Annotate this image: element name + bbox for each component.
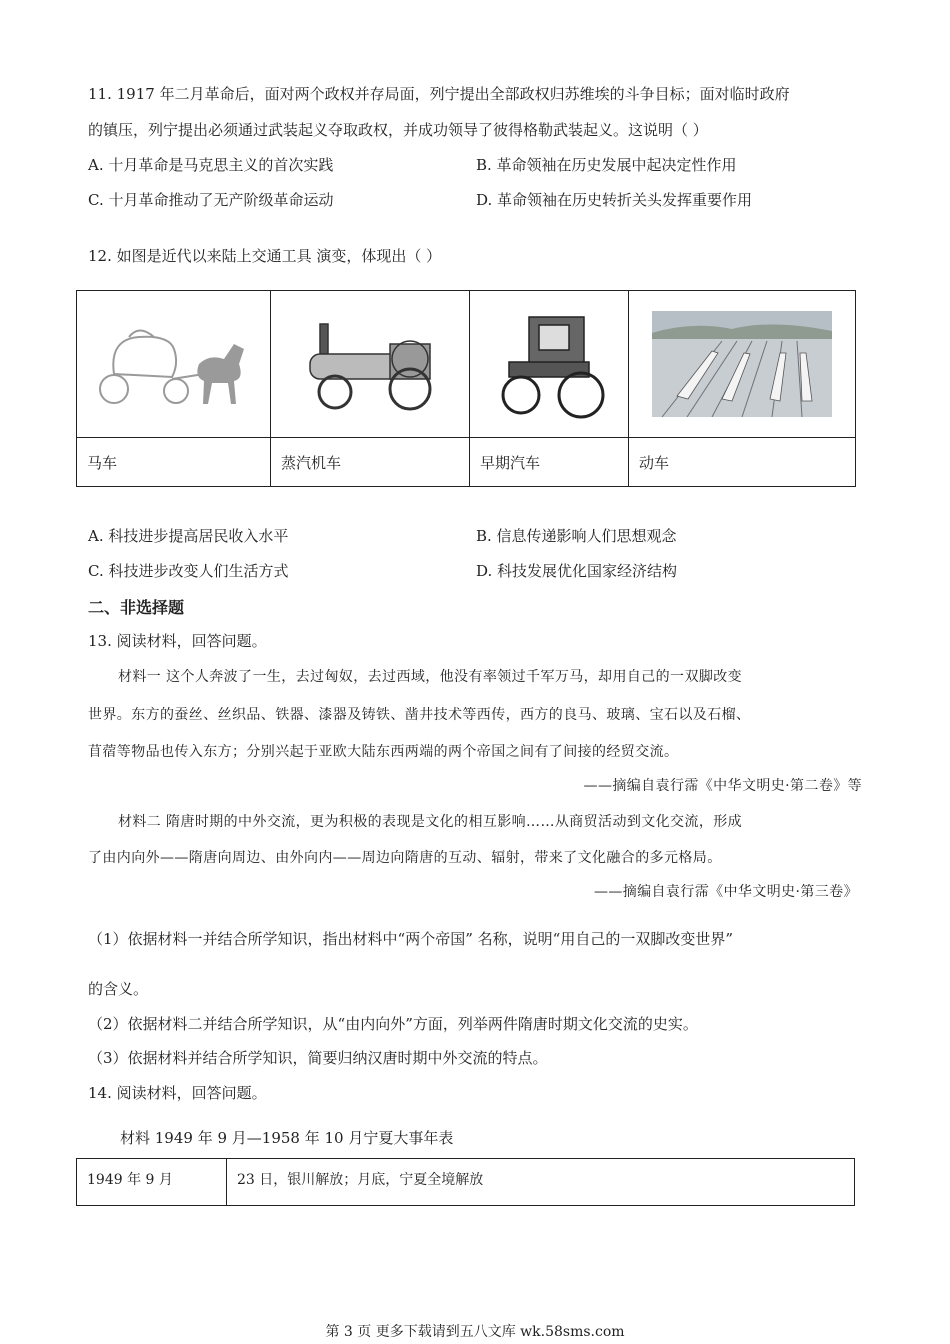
q13-material1-line1: 材料一 这个人奔波了一生，去过匈奴，去过西域，他没有率领过千军万马，却用自己的一双脚改变 — [118, 669, 743, 685]
image-cell-steam — [271, 291, 470, 438]
q12-option-d: D. 科技发展优化国家经济结构 — [476, 562, 678, 580]
label-carriage: 马车 — [77, 438, 271, 487]
q13-material1-source: ——摘编自袁行霈《中华文明史·第二卷》等 — [583, 778, 862, 794]
q13-material2-line1: 材料二 隋唐时期的中外交流，更为积极的表现是文化的相互影响……从商贸活动到文化交流，形成 — [118, 814, 743, 830]
q13-sub1-line1: （1）依据材料一并结合所学知识，指出材料中“两个帝国” 名称，说明“用自己的一双脚改变世界” — [88, 930, 733, 948]
q13-material2-source: ——摘编自袁行霈《中华文明史·第三卷》 — [593, 884, 858, 900]
q14-material-title: 材料 1949 年 9 月—1958 年 10 月宁夏大事年表 — [120, 1129, 454, 1147]
image-cell-train — [629, 291, 856, 438]
event-date: 1949 年 9 月 — [77, 1159, 227, 1206]
q11-option-d: D. 革命领袖在历史转折关头发挥重要作用 — [476, 191, 753, 209]
q13-sub3: （3）依据材料并结合所学知识，简要归纳汉唐时期中外交流的特点。 — [88, 1049, 548, 1067]
image-cell-car — [470, 291, 629, 438]
q13-sub2: （2）依据材料二并结合所学知识，从“由内向外”方面，列举两件隋唐时期文化交流的史实。 — [88, 1015, 698, 1033]
bullet-train-image — [652, 311, 832, 417]
q12-stem: 12. 如图是近代以来陆上交通工具 演变，体现出（ ） — [88, 247, 442, 265]
q11-option-a: A. 十月革命是马克思主义的首次实践 — [88, 156, 334, 174]
q13-material1-line2: 世界。东方的蚕丝、丝织品、铁器、漆器及铸铁、凿井技术等西传，西方的良马、玻璃、宝石以及石榴、 — [88, 707, 751, 723]
q12-option-a: A. 科技进步提高居民收入水平 — [88, 527, 289, 545]
section-title: 二、非选择题 — [88, 598, 185, 617]
steam-locomotive-image — [290, 314, 450, 414]
table-row — [77, 1159, 855, 1206]
label-car: 早期汽车 — [470, 438, 629, 487]
event-description: 23 日，银川解放；月底，宁夏全境解放 — [227, 1159, 855, 1206]
q13-material1-line3: 苜蓿等物品也传入东方；分别兴起于亚欧大陆东西两端的两个帝国之间有了间接的经贸交流。 — [88, 744, 679, 760]
q12-option-b: B. 信息传递影响人们思想观念 — [476, 527, 677, 545]
early-automobile-image — [489, 307, 609, 422]
q13-sub1-line2: 的含义。 — [88, 980, 149, 998]
label-steam: 蒸汽机车 — [271, 438, 470, 487]
q11-stem-line2: 的镇压，列宁提出必须通过武装起义夺取政权，并成功领导了彼得格勒武装起义。这说明（ ） — [88, 121, 708, 139]
transport-image-table — [76, 290, 856, 487]
q14-stem: 14. 阅读材料，回答问题。 — [88, 1084, 267, 1102]
q11-option-c: C. 十月革命推动了无产阶级革命运动 — [88, 191, 334, 209]
label-train: 动车 — [629, 438, 856, 487]
q11-stem-line1: 11. 1917 年二月革命后，面对两个政权并存局面，列宁提出全部政权归苏维埃的斗争目标；面对临时政府 — [88, 85, 790, 103]
q13-stem: 13. 阅读材料，回答问题。 — [88, 632, 267, 650]
q13-material2-line2: 了由内向外——隋唐向周边、由外向内——周边向隋唐的互动、辐射，带来了文化融合的多元格局。 — [88, 850, 722, 866]
events-table — [76, 1158, 855, 1206]
horse-carriage-image — [94, 319, 254, 409]
page-footer: 第 3 页 更多下载请到五八文库 wk.58sms.com — [325, 1324, 625, 1340]
q11-option-b: B. 革命领袖在历史发展中起决定性作用 — [476, 156, 737, 174]
image-cell-carriage — [77, 291, 271, 438]
q12-option-c: C. 科技进步改变人们生活方式 — [88, 562, 289, 580]
